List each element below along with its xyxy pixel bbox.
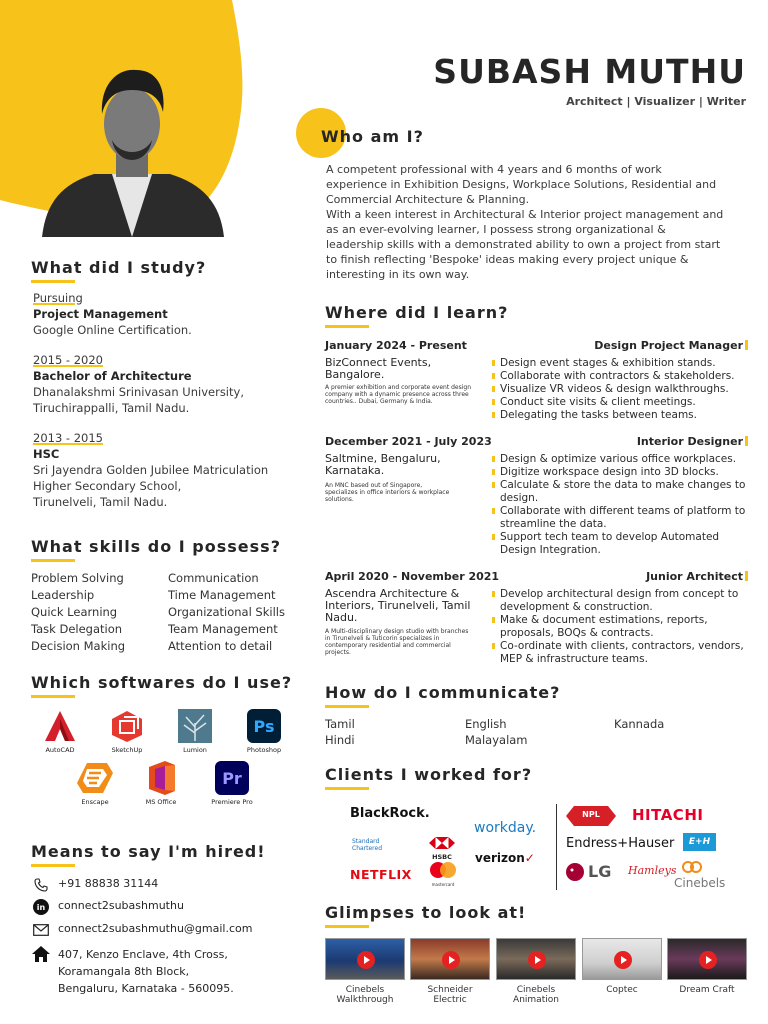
section-underline (325, 787, 369, 790)
software-item (131, 761, 191, 806)
list-item: Delegating the tasks between teams. (492, 409, 754, 422)
ms-office-icon (143, 761, 179, 795)
job-company: Ascendra Architecture & Interiors, Tirunelveli, Tamil Nadu. (325, 587, 471, 624)
software-label: MS Office (145, 798, 177, 806)
skill-item: Communication (168, 571, 259, 585)
video-label: Schneider (427, 985, 473, 995)
language-item: English (465, 717, 507, 731)
education-detail: Google Online Certification. (33, 323, 192, 337)
video-thumbnail[interactable] (325, 938, 405, 1005)
blackrock-logo: BlackRock. (350, 806, 430, 821)
play-icon[interactable] (614, 951, 632, 969)
education-degree: HSC (33, 447, 60, 461)
software-item (30, 709, 90, 754)
address-line: 407, Kenzo Enclave, 4th Cross, (58, 948, 228, 961)
linkedin-handle: connect2subashmuthu (58, 899, 184, 912)
list-item: Collaborate with contractors & stakeholders. (492, 370, 754, 383)
section-underline (31, 695, 75, 698)
video-label: Electric (433, 995, 467, 1005)
photoshop-icon: Ps (246, 709, 282, 743)
section-title-glimpses: Glimpses to look at! (325, 903, 527, 922)
job-responsibilities (492, 453, 754, 557)
education-detail: Higher Secondary School, (33, 479, 182, 493)
video-label: Cinebels (516, 985, 556, 995)
linkedin-icon: in (32, 899, 50, 915)
section-underline (325, 705, 369, 708)
skill-item: Team Management (168, 622, 278, 636)
job-description: A Multi-disciplinary design studio with branches in Tirunelveli & Tuticorin specializes in contemporary residential and commercial projects. (325, 628, 469, 656)
skill-item: Decision Making (31, 639, 126, 653)
software-item (97, 709, 157, 754)
education-detail: Tiruchirappalli, Tamil Nadu. (33, 401, 190, 415)
video-label: Cinebels (345, 985, 385, 995)
hitachi-logo: HITACHI (632, 806, 704, 824)
section-title-clients: Clients I worked for? (325, 765, 533, 784)
section-title-study: What did I study? (31, 258, 207, 277)
software-label: SketchUp (111, 746, 143, 754)
language-item: Kannada (614, 717, 665, 731)
profile-photo (32, 52, 232, 237)
skill-item: Time Management (168, 588, 276, 602)
job-responsibilities (492, 588, 754, 666)
software-item (65, 761, 125, 806)
list-item: Conduct site visits & client meetings. (492, 396, 754, 409)
premiere-pro-icon: Pr (214, 761, 250, 795)
education-item (33, 352, 244, 416)
software-label: Enscape (81, 798, 109, 806)
video-thumbnail[interactable] (496, 938, 576, 1005)
candidate-name: SUBASH MUTHU (433, 52, 746, 91)
contact-linkedin[interactable] (32, 899, 184, 915)
list-item: Digitize workspace design into 3D blocks. (492, 466, 754, 479)
education-degree: Project Management (33, 307, 168, 321)
address-line: Koramangala 8th Block, (58, 965, 190, 978)
skill-item: Quick Learning (31, 605, 118, 619)
section-underline (325, 925, 369, 928)
job-role: Design Project Manager (594, 339, 748, 352)
education-detail: Dhanalakshmi Srinivasan University, (33, 385, 244, 399)
software-label: Premiere Pro (211, 798, 253, 806)
play-icon[interactable] (528, 951, 546, 969)
video-thumbnail[interactable] (410, 938, 490, 1005)
video-label: Animation (513, 995, 559, 1005)
software-item (165, 709, 225, 754)
mastercard-logo: mastercard (425, 862, 461, 887)
job-dates: January 2024 - Present (325, 339, 467, 352)
lumion-icon (177, 709, 213, 743)
education-item (33, 290, 192, 338)
hsbc-logo: HSBC (425, 834, 459, 861)
job-description: A premier exhibition and corporate event design company with a dynamic presence across three countries.. Dubai, Germany & India. (325, 384, 472, 405)
job-description: An MNC based out of Singapore, specializes in office interiors & workplace solutions. (325, 482, 450, 503)
education-year: Pursuing (33, 291, 83, 305)
job-company: Saltmine, Bengaluru, Karnataka. (325, 452, 441, 477)
section-title-work: Where did I learn? (325, 303, 509, 322)
autocad-icon (42, 709, 78, 743)
address-line: Bengaluru, Karnataka - 560095. (58, 982, 234, 995)
email-address: connect2subashmuthu@gmail.com (58, 922, 253, 935)
software-item (234, 709, 294, 754)
about-paragraph-2: With a keen interest in Architectural & Interior project management and as an ever-evolving learner, I possess strong organizational & leadership skills with a demonstrated ability to own a project from start to finish reflecting 'Bespoke' ideas making every project unique & interesting in its own way. (326, 208, 724, 281)
education-degree: Bachelor of Architecture (33, 369, 192, 383)
video-label: Walkthrough (336, 995, 394, 1005)
job-dates: December 2021 - July 2023 (325, 435, 492, 448)
lg-logo: LG (566, 862, 611, 881)
play-icon[interactable] (699, 951, 717, 969)
list-item: Develop architectural design from concept to development & construction. (492, 588, 754, 614)
section-underline (31, 864, 75, 867)
software-label: AutoCAD (45, 746, 75, 754)
section-underline (31, 559, 75, 562)
list-item: Calculate & store the data to make changes to design. (492, 479, 754, 505)
job-company: BizConnect Events, Bangalore. (325, 356, 432, 381)
standard-chartered-logo: Standard Chartered (352, 838, 383, 852)
skill-item: Task Delegation (31, 622, 123, 636)
skill-item: Organizational Skills (168, 605, 285, 619)
video-label: Coptec (606, 985, 638, 995)
education-year: 2015 - 2020 (33, 353, 103, 367)
list-item: Co-ordinate with clients, contractors, vendors, MEP & infrastructure teams. (492, 640, 754, 666)
education-detail: Sri Jayendra Golden Jubilee Matriculation (33, 463, 269, 477)
contact-email[interactable] (32, 922, 252, 938)
job-role: Junior Architect (646, 570, 748, 583)
list-item: Design event stages & exhibition stands. (492, 357, 754, 370)
education-item (33, 430, 268, 510)
education-year: 2013 - 2015 (33, 431, 103, 445)
education-detail: Tirunelveli, Tamil Nadu. (33, 495, 168, 509)
section-title-software: Which softwares do I use? (31, 673, 293, 692)
software-item (202, 761, 262, 806)
eh-badge: E+H (683, 833, 716, 851)
enscape-icon (77, 761, 113, 795)
list-item: Collaborate with different teams of platform to streamline the data. (492, 505, 754, 531)
tagline: Architect | Visualizer | Writer (566, 95, 746, 108)
section-title-languages: How do I communicate? (325, 683, 561, 702)
language-item: Hindi (325, 733, 355, 747)
workday-logo: workday. (474, 820, 537, 836)
hamleys-logo: Hamleys (628, 864, 677, 877)
skill-item: Attention to detail (168, 639, 273, 653)
client-divider (556, 804, 557, 890)
job-dates: April 2020 - November 2021 (325, 570, 500, 583)
verizon-logo: verizon✓ (475, 851, 535, 865)
section-underline (325, 325, 369, 328)
software-label: Photoshop (246, 746, 282, 754)
phone-number: +91 88838 31144 (58, 877, 159, 890)
phone-icon (32, 877, 50, 893)
email-icon (32, 922, 50, 938)
section-underline (31, 280, 75, 283)
video-label: Dream Craft (679, 985, 735, 995)
skills-grid (31, 571, 308, 654)
language-item: Tamil (325, 717, 355, 731)
list-item: Support tech team to develop Automated Design Integration. (492, 531, 754, 557)
list-item: Make & document estimations, reports, proposals, BOQs & contracts. (492, 614, 754, 640)
software-label: Lumion (183, 746, 207, 754)
endress-hauser-logo: Endress+Hauser (566, 836, 675, 851)
list-item: Visualize VR videos & design walkthroughs. (492, 383, 754, 396)
contact-phone[interactable] (32, 877, 158, 893)
language-item: Malayalam (465, 733, 528, 747)
play-icon[interactable] (357, 951, 375, 969)
skill-item: Leadership (31, 588, 95, 602)
job-responsibilities (492, 357, 754, 422)
sketchup-icon (109, 709, 145, 743)
home-icon (32, 946, 50, 962)
netflix-logo: NETFLIX (350, 867, 412, 882)
skill-item: Problem Solving (31, 571, 124, 585)
section-title-skills: What skills do I possess? (31, 537, 281, 556)
contact-address (32, 946, 234, 997)
section-title-who: Who am I? (321, 127, 424, 146)
video-thumbnail[interactable] (582, 938, 662, 995)
play-icon[interactable] (442, 951, 460, 969)
about-paragraph-1: A competent professional with 4 years and 6 months of work experience in Exhibition Designs, Workplace Solutions, Residential and Commercial Architecture & Planning. (326, 163, 717, 206)
section-title-contact: Means to say I'm hired! (31, 842, 266, 861)
list-item: Design & optimize various office workplaces. (492, 453, 754, 466)
job-role: Interior Designer (637, 435, 748, 448)
address-text (58, 946, 234, 997)
video-thumbnail[interactable] (667, 938, 747, 995)
npl-logo: NPL (566, 806, 616, 830)
cinebels-logo: Cinebels (674, 859, 725, 890)
